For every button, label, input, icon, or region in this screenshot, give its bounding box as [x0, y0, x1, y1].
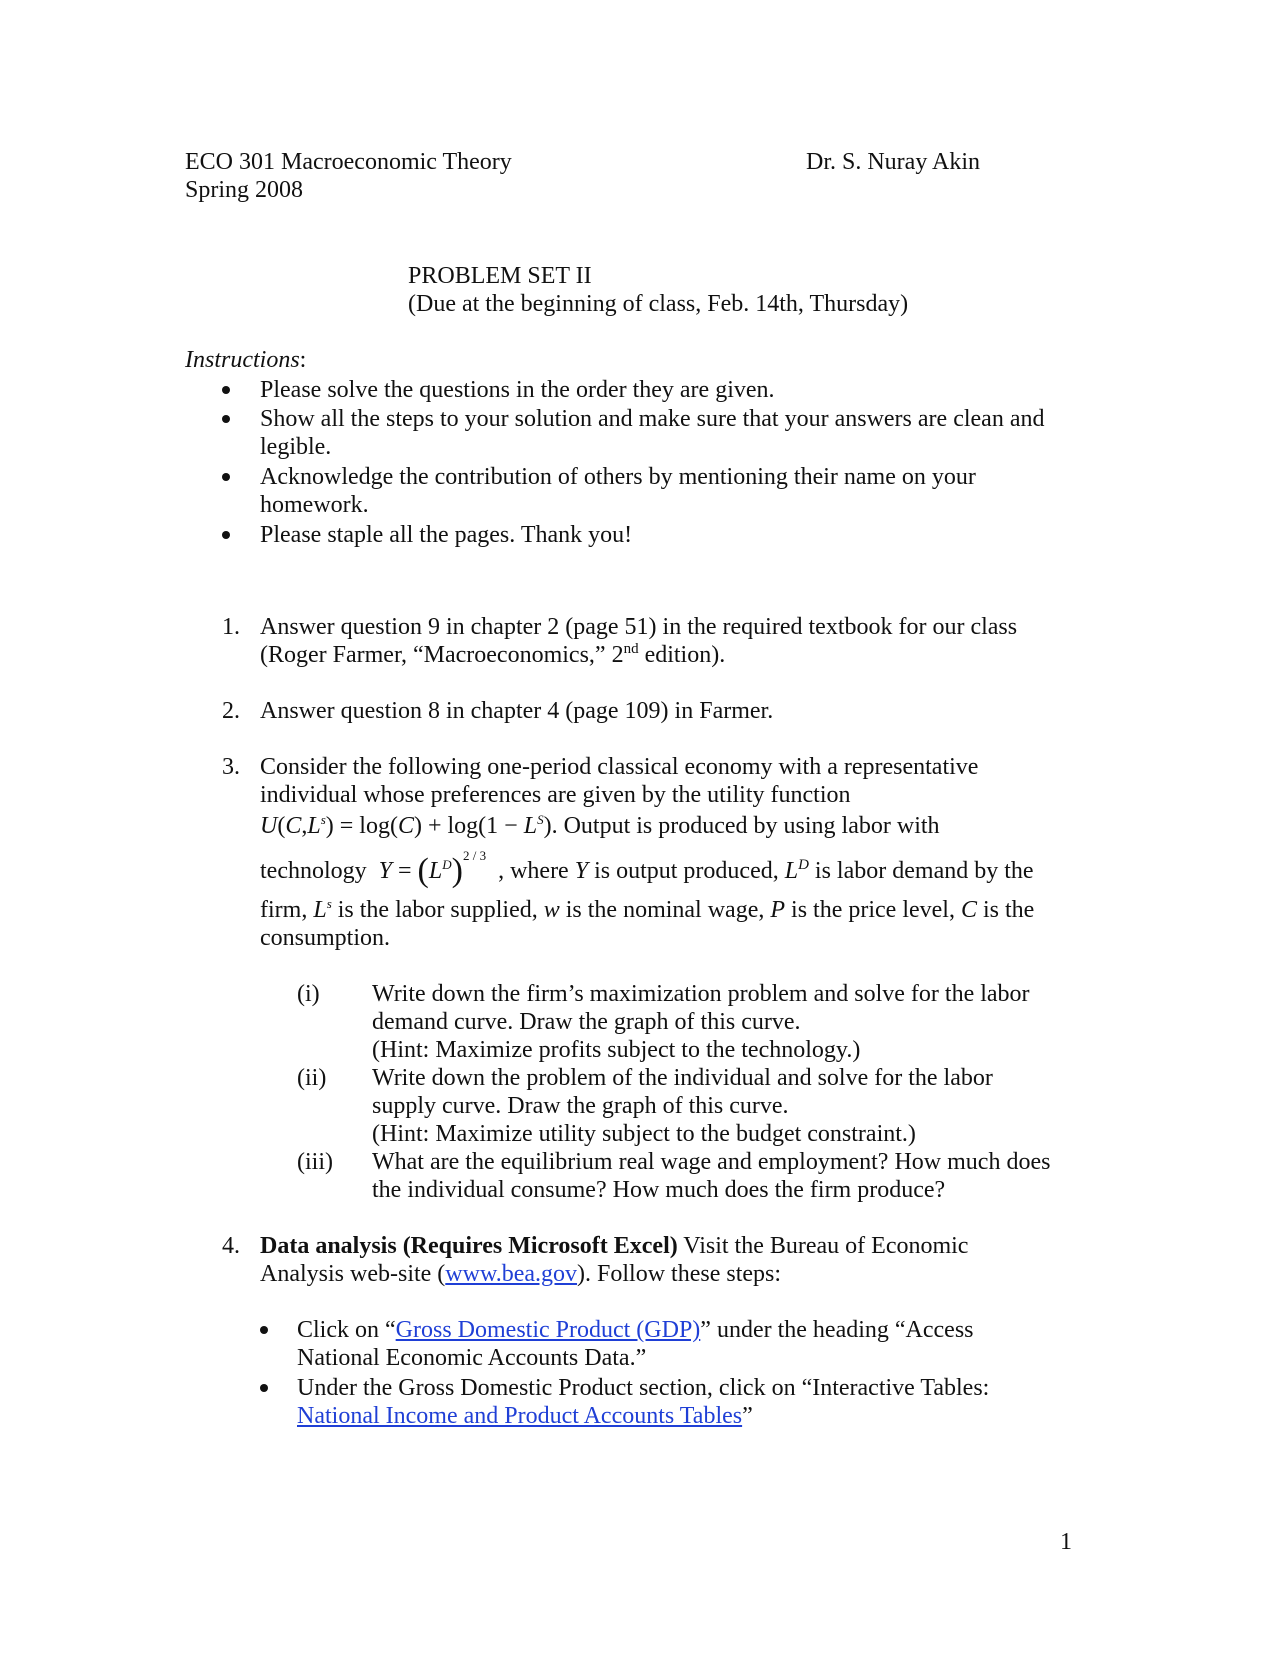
- question-1-text: Answer question 9 in chapter 2 (page 51) in the required textbook for our class: [260, 614, 1018, 640]
- question-2-text: Answer question 8 in chapter 4 (page 109) in Farmer.: [260, 698, 774, 724]
- bullet-icon: [222, 473, 230, 481]
- technology-line: technology $Y = (L^D)^{2 / 3}$ , where Y is output produced, $L^D$ is labor demand by the: [260, 848, 1034, 889]
- technology-equation: $Y = (L^D)^{2 / 3}$: [378, 848, 487, 889]
- step-item-cont: National Economic Accounts Data.”: [297, 1345, 647, 1371]
- question-3-text: consumption.: [260, 925, 390, 951]
- instruction-item-cont: legible.: [260, 434, 332, 460]
- gdp-link[interactable]: Gross Domestic Product (GDP): [395, 1317, 701, 1343]
- page-number: 1: [1060, 1529, 1072, 1555]
- step-item: Under the Gross Domestic Product section, click on “Interactive Tables:: [297, 1375, 990, 1401]
- subpart-text: the individual consume? How much does the firm produce?: [372, 1177, 946, 1203]
- subpart-text: What are the equilibrium real wage and employment? How much does: [372, 1149, 1051, 1175]
- step-item: Click on “Gross Domestic Product (GDP)” under the heading “Access: [297, 1317, 974, 1343]
- subpart-label: (ii): [297, 1065, 327, 1091]
- instructions-heading: Instructions:: [185, 347, 307, 373]
- instruction-item: Acknowledge the contribution of others by mentioning their name on your: [260, 464, 976, 490]
- course-title: ECO 301 Macroeconomic Theory: [185, 149, 512, 175]
- question-number: 1.: [222, 614, 240, 640]
- step-item-cont: National Income and Product Accounts Tables”: [297, 1403, 753, 1429]
- question-number: 3.: [222, 754, 240, 780]
- instruction-item: Show all the steps to your solution and make sure that your answers are clean and: [260, 406, 1045, 432]
- subpart-hint: (Hint: Maximize utility subject to the budget constraint.): [372, 1121, 916, 1147]
- bullet-icon: [260, 1384, 268, 1392]
- subpart-label: (iii): [297, 1149, 333, 1175]
- question-3-text: Consider the following one-period classical economy with a representative: [260, 754, 979, 780]
- bullet-icon: [222, 386, 230, 394]
- bea-website-link[interactable]: www.bea.gov: [445, 1261, 578, 1287]
- question-4-text: Data analysis (Requires Microsoft Excel) Visit the Bureau of Economic: [260, 1233, 969, 1259]
- subpart-text: demand curve. Draw the graph of this curve.: [372, 1009, 801, 1035]
- nipa-tables-link[interactable]: National Income and Product Accounts Tables: [297, 1403, 743, 1429]
- instructor-name: Dr. S. Nuray Akin: [806, 149, 980, 175]
- question-3-text: individual whose preferences are given by the utility function: [260, 782, 851, 808]
- subpart-text: Write down the problem of the individual and solve for the labor: [372, 1065, 993, 1091]
- question-3-text: firm, $L^s$ is the labor supplied, w is the nominal wage, P is the price level, C is the: [260, 896, 1035, 923]
- utility-equation: $U(C,L^s) = \log(C) + \log(1 - L^S)$: [260, 812, 552, 839]
- subpart-text: Write down the firm’s maximization problem and solve for the labor: [372, 981, 1030, 1007]
- question-4-text-cont: Analysis web-site (www.bea.gov). Follow these steps:: [260, 1261, 782, 1287]
- instruction-item: Please solve the questions in the order they are given.: [260, 377, 775, 403]
- instruction-item-cont: homework.: [260, 492, 369, 518]
- subpart-label: (i): [297, 981, 320, 1007]
- utility-function-line: $U(C,L^s) = \log(C) + \log(1 - L^S)$. Output is produced by using labor with: [260, 812, 940, 839]
- term: Spring 2008: [185, 177, 304, 203]
- bullet-icon: [222, 531, 230, 539]
- question-number: 4.: [222, 1233, 240, 1259]
- problem-set-title: PROBLEM SET II: [408, 263, 592, 289]
- question-number: 2.: [222, 698, 240, 724]
- due-date: (Due at the beginning of class, Feb. 14th, Thursday): [408, 291, 909, 317]
- bullet-icon: [222, 415, 230, 423]
- question-1-text-cont: (Roger Farmer, “Macroeconomics,” 2nd edition).: [260, 641, 726, 668]
- subpart-text: supply curve. Draw the graph of this curve.: [372, 1093, 789, 1119]
- bullet-icon: [260, 1326, 268, 1334]
- instruction-item: Please staple all the pages. Thank you!: [260, 522, 633, 548]
- subpart-hint: (Hint: Maximize profits subject to the technology.): [372, 1037, 861, 1063]
